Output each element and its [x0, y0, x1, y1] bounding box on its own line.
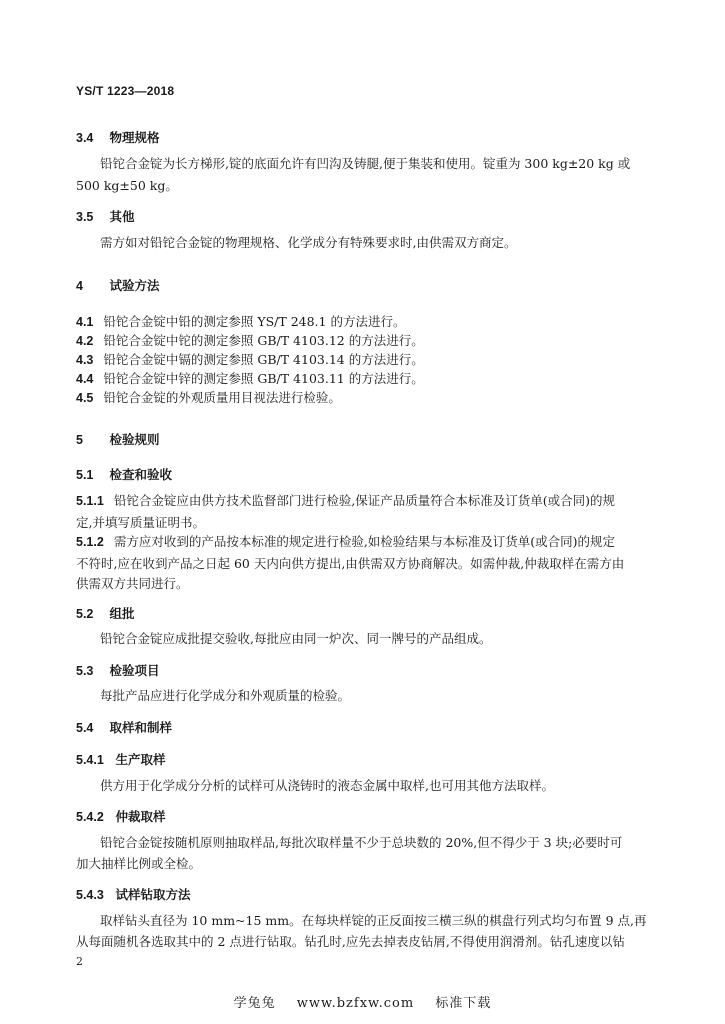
heading-5-4 [76, 718, 172, 736]
heading-title: 取样和制样 [109, 721, 172, 735]
paragraph-line: 铅铊合金锭应由供方技术监督部门进行检验,保证产品质量符合本标准及订货单(或合同)的规 [113, 493, 616, 508]
heading-title: 仲裁取样 [115, 810, 166, 824]
paragraph-line: 铅铊合金锭为长方梯形,锭的底面允许有凹沟及铸腿,便于集装和使用。锭重为 300 kg±20 kg 或 [100, 156, 631, 171]
heading-number: 3.5 [76, 210, 94, 224]
document-id: YS/T 1223—2018 [76, 84, 175, 98]
list-item [76, 387, 341, 409]
paragraph-line: 供需双方共同进行。 [76, 576, 189, 591]
footer-url[interactable]: www.bzfxw.com [296, 996, 415, 1011]
heading-number: 5.4.2 [76, 810, 104, 824]
page-number: 2 [76, 955, 83, 968]
item-number: 4.1 [76, 315, 94, 329]
clause-number: 5.1.2 [76, 535, 104, 549]
heading-number: 5.4.1 [76, 753, 104, 767]
heading-number: 4 [76, 279, 83, 293]
heading-title: 物理规格 [109, 131, 160, 145]
heading-title: 其他 [109, 210, 135, 224]
item-number: 4.2 [76, 334, 94, 348]
heading-title: 检验规则 [109, 433, 160, 447]
footer-site-name: 学兔兔 [233, 996, 276, 1011]
heading-5-2 [76, 604, 135, 622]
heading-title: 试验方法 [109, 279, 160, 293]
heading-number: 5.1 [76, 468, 94, 482]
item-number: 4.3 [76, 353, 94, 367]
heading-number: 5.4 [76, 721, 94, 735]
paragraph-line: 取样钻头直径为 10 mm~15 mm。在每块样锭的正反面按三横三纵的棋盘行列式均匀布置 9 点,再 [100, 913, 647, 928]
heading-3-4 [76, 128, 160, 146]
heading-4 [76, 276, 160, 294]
heading-title: 试样钻取方法 [115, 888, 191, 902]
heading-number: 5.3 [76, 664, 94, 678]
heading-5 [76, 430, 160, 448]
heading-5-3 [76, 661, 160, 679]
heading-number: 5.4.3 [76, 888, 104, 902]
heading-5-4-2 [76, 807, 166, 825]
paragraph-line: 定,并填写质量证明书。 [76, 515, 205, 530]
heading-3-5 [76, 207, 135, 225]
heading-5-4-3 [76, 885, 191, 903]
paragraph-line: 不符时,应在收到产品之日起 60 天内向供方提出,由供需双方协商解决。如需仲裁,仲裁取样在需方由 [76, 556, 625, 571]
item-number: 4.4 [76, 372, 94, 386]
clause-5-1-1 [76, 490, 615, 512]
item-text: 铅铊合金锭中镉的测定参照 GB/T 4103.14 的方法进行。 [103, 352, 424, 367]
paragraph-line: 从每面随机各选取其中的 2 点进行钻取。钻孔时,应先去掉表皮钻屑,不得使用润滑剂。钻孔速度以钻 [76, 934, 625, 949]
paragraph-line: 需方应对收到的产品按本标准的规定进行检验,如检验结果与本标准及订货单(或合同)的规定 [113, 534, 616, 549]
paragraph-line: 每批产品应进行化学成分和外观质量的检验。 [100, 688, 351, 703]
heading-number: 5 [76, 433, 83, 447]
heading-5-1 [76, 465, 172, 483]
clause-number: 5.1.1 [76, 494, 104, 508]
paragraph-line: 500 kg±50 kg。 [76, 178, 178, 193]
paragraph-line: 需方如对铅铊合金锭的物理规格、化学成分有特殊要求时,由供需双方商定。 [100, 235, 517, 250]
heading-5-4-1 [76, 750, 166, 768]
heading-number: 5.2 [76, 607, 94, 621]
item-text: 铅铊合金锭中铅的测定参照 YS/T 248.1 的方法进行。 [103, 314, 406, 329]
clause-5-1-2 [76, 531, 615, 553]
heading-number: 3.4 [76, 131, 94, 145]
heading-title: 检查和验收 [109, 468, 172, 482]
paragraph-line: 铅铊合金锭按随机原则抽取样品,每批次取样量不少于总块数的 20%,但不得少于 3 块;必要时可 [100, 835, 623, 850]
heading-title: 检验项目 [109, 664, 160, 678]
item-number: 4.5 [76, 391, 94, 405]
item-text: 铅铊合金锭中锌的测定参照 GB/T 4103.11 的方法进行。 [103, 371, 424, 386]
item-text: 铅铊合金锭的外观质量用目视法进行检验。 [103, 390, 341, 405]
heading-title: 组批 [109, 607, 135, 621]
item-text: 铅铊合金锭中铊的测定参照 GB/T 4103.12 的方法进行。 [103, 333, 424, 348]
footer-tagline: 标准下载 [435, 996, 492, 1011]
paragraph-line: 加大抽样比例或全检。 [76, 856, 202, 871]
heading-title: 生产取样 [115, 753, 166, 767]
paragraph-line: 供方用于化学成分分析的试样可从浇铸时的液态金属中取样,也可用其他方法取样。 [100, 778, 554, 793]
paragraph-line: 铅铊合金锭应成批提交验收,每批应由同一炉次、同一牌号的产品组成。 [100, 631, 492, 646]
site-footer [0, 992, 725, 1011]
